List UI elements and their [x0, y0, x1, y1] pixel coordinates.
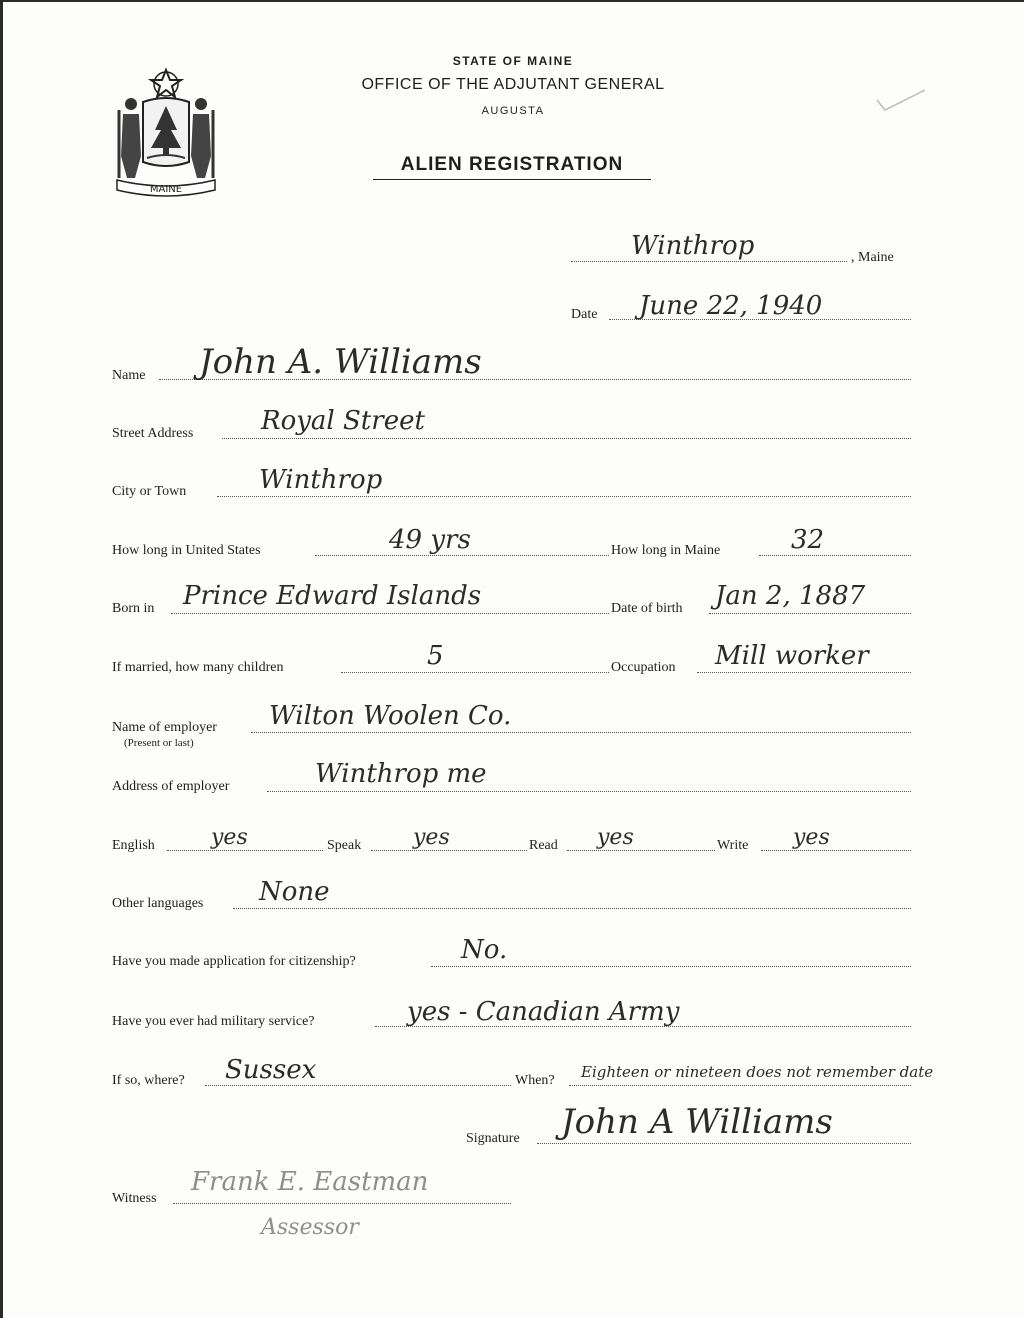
checkmark-icon [875, 86, 927, 116]
how-long-us-label: How long in United States [112, 543, 261, 558]
where-label: If so, where? [112, 1073, 185, 1088]
military-label: Have you ever had military service? [112, 1014, 315, 1029]
employer-value: Wilton Woolen Co. [269, 701, 512, 731]
maine-label: , Maine [851, 250, 894, 265]
citizenship-label: Have you made application for citizenship? [112, 954, 356, 969]
header-state: STATE OF MAINE [452, 54, 574, 68]
name-label: Name [112, 368, 146, 383]
signature-label: Signature [466, 1131, 520, 1146]
citizenship-value: No. [461, 935, 508, 965]
maine-state-seal-icon [111, 66, 221, 198]
title-underline [373, 179, 651, 180]
when-value: Eighteen or nineteen does not remember date [581, 1063, 934, 1081]
header-city: AUGUSTA [481, 105, 545, 117]
witness-value: Frank E. Eastman [191, 1167, 429, 1197]
date-of-birth-label: Date of birth [611, 601, 683, 616]
other-languages-label: Other languages [112, 896, 204, 911]
children-value: 5 [427, 641, 444, 671]
born-in-label: Born in [112, 601, 155, 616]
header-office: OFFICE OF THE ADJUTANT GENERAL [361, 76, 665, 93]
speak-value: yes [413, 825, 450, 850]
born-in-value: Prince Edward Islands [183, 581, 482, 611]
date-of-birth-value: Jan 2, 1887 [715, 581, 866, 611]
employer-label: Name of employer [112, 720, 217, 735]
occupation-label: Occupation [611, 660, 676, 675]
english-value: yes [211, 825, 248, 850]
date-value: June 22, 1940 [639, 291, 823, 321]
city-town-label: City or Town [112, 484, 187, 499]
speak-label: Speak [327, 838, 362, 853]
english-label: English [112, 838, 155, 853]
date-label: Date [571, 307, 598, 322]
when-label: When? [515, 1073, 555, 1088]
witness-title-value: Assessor [261, 1215, 359, 1240]
town-value: Winthrop [631, 231, 755, 261]
witness-label: Witness [112, 1191, 157, 1206]
how-long-maine-value: 32 [791, 525, 825, 555]
children-label: If married, how many children [112, 660, 284, 675]
signature-value: John A Williams [561, 1102, 833, 1142]
write-label: Write [717, 838, 749, 853]
seal-label: MAINE [149, 184, 183, 195]
employer-sublabel: (Present or last) [124, 737, 194, 749]
employer-address-label: Address of employer [112, 779, 230, 794]
how-long-us-value: 49 yrs [389, 525, 471, 555]
where-value: Sussex [225, 1055, 317, 1085]
street-label: Street Address [112, 426, 194, 441]
name-value: John A. Williams [199, 342, 482, 382]
write-value: yes [793, 825, 830, 850]
street-value: Royal Street [261, 406, 425, 436]
city-town-value: Winthrop [259, 465, 383, 495]
read-label: Read [529, 838, 558, 853]
occupation-value: Mill worker [715, 641, 869, 671]
military-value: yes - Canadian Army [407, 997, 680, 1027]
form-title: ALIEN REGISTRATION [400, 154, 624, 175]
how-long-maine-label: How long in Maine [611, 543, 721, 558]
other-languages-value: None [259, 877, 330, 907]
employer-address-value: Winthrop me [315, 759, 487, 789]
read-value: yes [597, 825, 634, 850]
